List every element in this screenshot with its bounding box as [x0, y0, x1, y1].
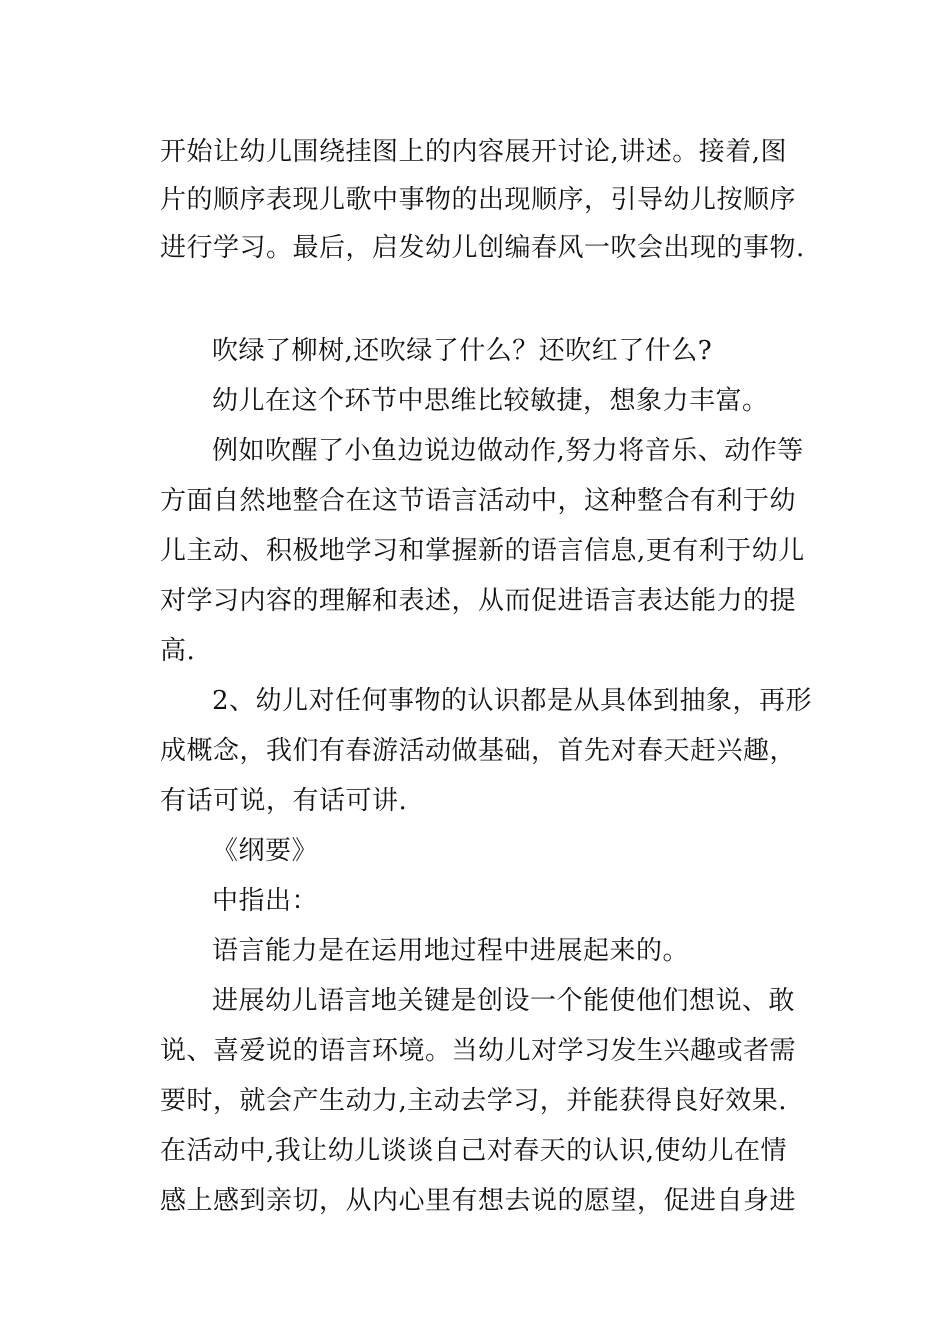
paragraph-line: 语言能力是在运用地过程中进展起来的。 [212, 936, 690, 966]
paragraph-line: 感上感到亲切，从内心里有想去说的愿望，促进自身进 [160, 1186, 797, 1216]
paragraph-line: 进行学习。最后，启发幼儿创编春风一吹会出现的事物. [160, 233, 805, 263]
paragraph-line: 幼儿在这个环节中思维比较敏捷，想象力丰富。 [212, 386, 769, 416]
paragraph-line: 例如吹醒了小鱼边说边做动作,努力将音乐、动作等 [212, 436, 804, 466]
paragraph-line: 成概念，我们有春游活动做基础，首先对春天赶兴趣， [160, 736, 797, 766]
paragraph-line: 说、喜爱说的语言环境。当幼儿对学习发生兴趣或者需 [160, 1036, 797, 1066]
paragraph-line: 进展幼儿语言地关键是创设一个能使他们想说、敢 [212, 986, 796, 1016]
paragraph-line: 中指出： [212, 886, 319, 916]
paragraph-line: 方面自然地整合在这节语言活动中，这种整合有利于幼 [160, 486, 797, 516]
paragraph-line: 儿主动、积极地学习和掌握新的语言信息,更有利于幼儿 [160, 536, 805, 566]
paragraph-line: 片的顺序表现儿歌中事物的出现顺序，引导幼儿按顺序 [160, 185, 797, 215]
paragraph-line: 2、幼儿对任何事物的认识都是从具体到抽象，再形 [212, 686, 813, 716]
paragraph-line: 对学习内容的理解和表述，从而促进语言表达能力的提 [160, 586, 797, 616]
paragraph-line: 有话可说，有话可讲. [160, 786, 408, 816]
paragraph-line: 开始让幼儿围绕挂图上的内容展开讨论,讲述。接着,图 [160, 137, 788, 167]
paragraph-line: 《纲要》 [212, 836, 319, 866]
paragraph-line: 吹绿了柳树,还吹绿了什么？还吹红了什么? [212, 336, 713, 366]
paragraph-line: 在活动中,我让幼儿谈谈自己对春天的认识,使幼儿在情 [160, 1136, 788, 1166]
paragraph-line: 要时，就会产生动力,主动去学习，并能获得良好效果. [160, 1086, 788, 1116]
paragraph-line: 高. [160, 636, 196, 666]
